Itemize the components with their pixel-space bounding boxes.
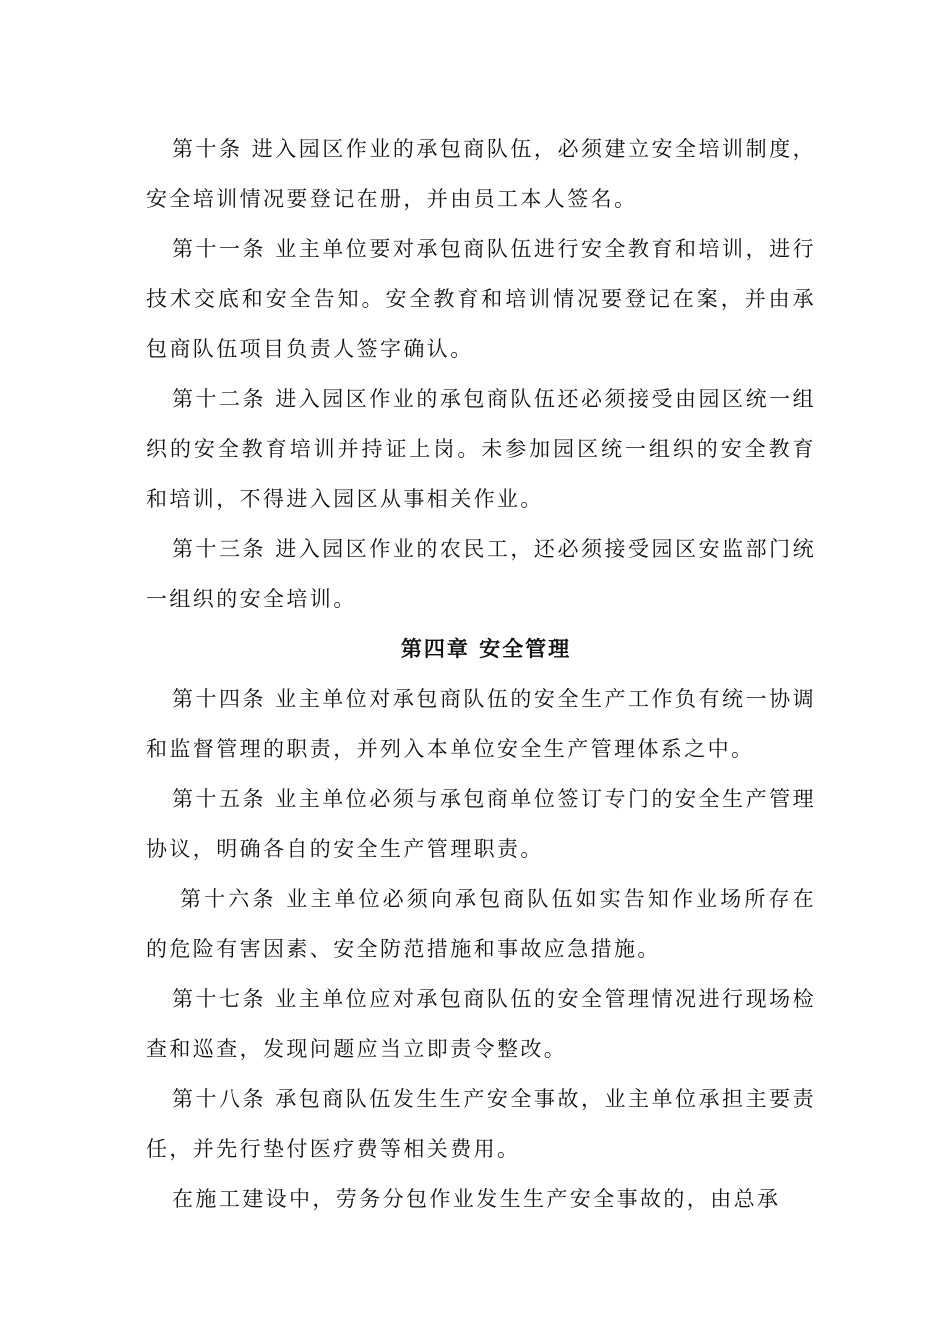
article-15-paragraph: 第十五条 业主单位必须与承包商单位签订专门的安全生产管理协议，明确各自的安全生产管理职责。 — [146, 787, 816, 861]
article-17-paragraph: 第十七条 业主单位应对承包商队伍的安全管理情况进行现场检查和巡查，发现问题应当立即责令整改。 — [146, 987, 816, 1061]
article-14-paragraph: 第十四条 业主单位对承包商队伍的安全生产工作负有统一协调和监督管理的职责，并列入本单位安全生产管理体系之中。 — [146, 687, 816, 761]
document-body — [146, 124, 816, 1224]
article-10-paragraph: 第十条 进入园区作业的承包商队伍，必须建立安全培训制度，安全培训情况要登记在册，并由员工本人签名。 — [146, 137, 816, 211]
article-18-paragraph: 第十八条 承包商队伍发生生产安全事故，业主单位承担主要责任，并先行垫付医疗费等相关费用。 — [146, 1087, 816, 1161]
chapter-title: 第四章 安全管理 — [400, 636, 572, 661]
article-12-paragraph: 第十二条 进入园区作业的承包商队伍还必须接受由园区统一组织的安全教育培训并持证上岗。未参加园区统一组织的安全教育和培训，不得进入园区从事相关作业。 — [146, 387, 816, 511]
article-13-paragraph: 第十三条 进入园区作业的农民工，还必须接受园区安监部门统一组织的安全培训。 — [146, 537, 816, 611]
article-16-paragraph: 第十六条 业主单位必须向承包商队伍如实告知作业场所存在的危险有害因素、安全防范措施和事故应急措施。 — [146, 887, 816, 961]
article-11-paragraph: 第十一条 业主单位要对承包商队伍进行安全教育和培训，进行技术交底和安全告知。安全教育和培训情况要登记在案，并由承包商队伍项目负责人签字确认。 — [146, 237, 816, 361]
continuation-paragraph: 在施工建设中，劳务分包作业发生生产安全事故的，由总承 — [172, 1187, 781, 1211]
